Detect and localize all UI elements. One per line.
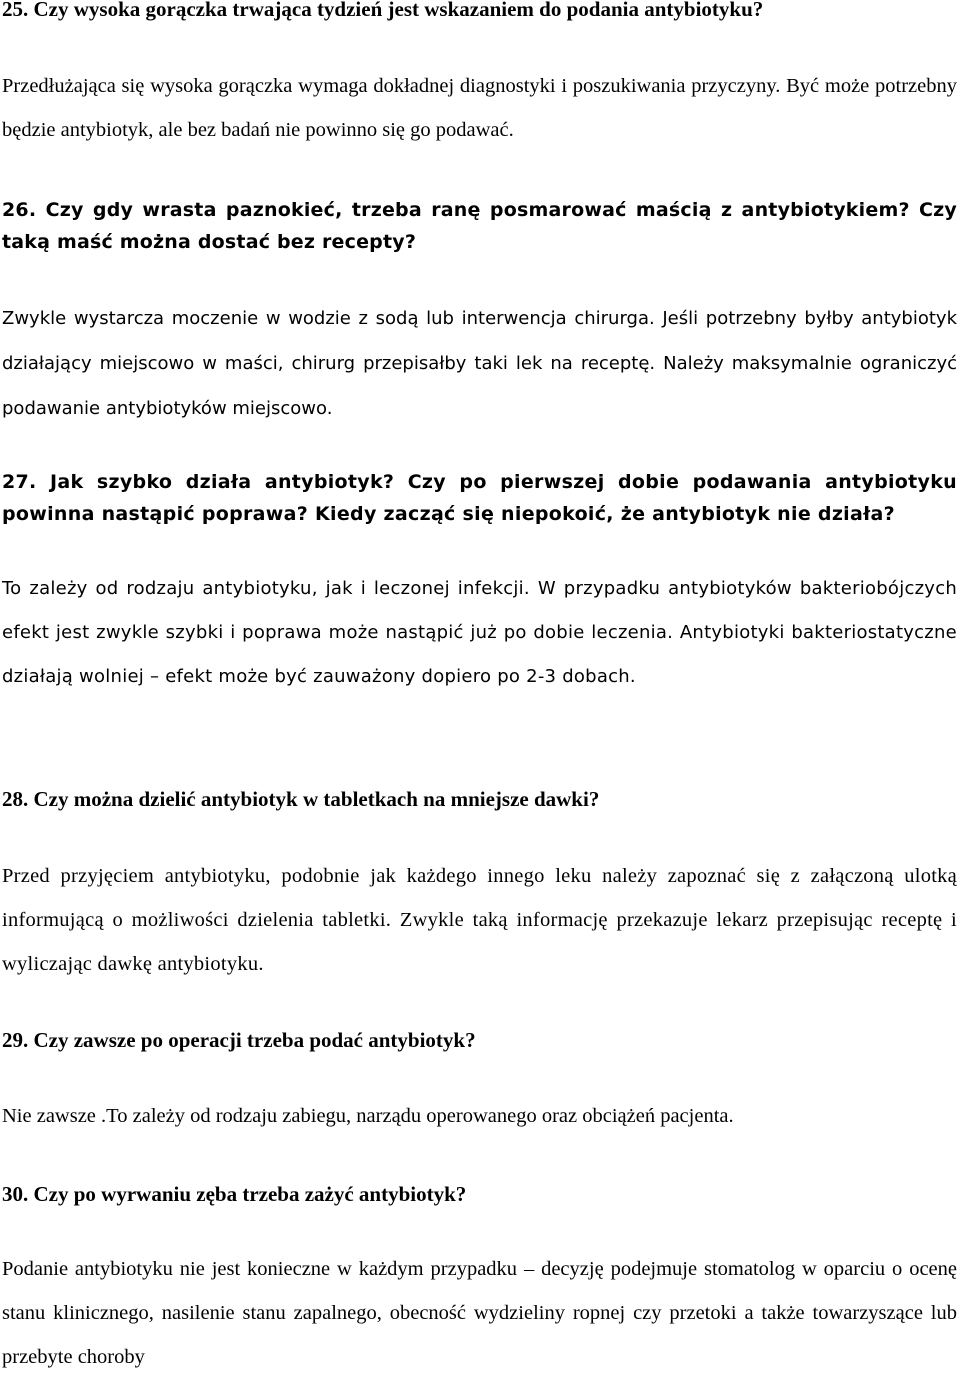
question-26: 26. Czy gdy wrasta paznokieć, trzeba ranę posmarować maścią z antybiotykiem? Czy taką maść można dostać bez recepty? (2, 199, 957, 253)
answer-29: Nie zawsze .To zależy od rodzaju zabiegu, narządu operowanego oraz obciążeń pacjenta. (2, 1105, 734, 1127)
answer-26: Zwykle wystarcza moczenie w wodzie z sodą lub interwencja chirurga. Jeśli potrzebny byłby antybiotyk działający miejscowo w maści, chirurg przepisałby taki lek na receptę. Należy maksymalnie ograniczyć podawanie antybiotyków miejscowo. (2, 308, 957, 419)
question-28: 28. Czy można dzielić antybiotyk w tabletkach na mniejsze dawki? (2, 787, 600, 811)
answer-28: Przed przyjęciem antybiotyku, podobnie jak każdego innego leku należy zapoznać się z załączoną ulotką informującą o możliwości dzielenia tabletki. Zwykle taką informację przekazuje lekarz przepisując receptę i wyliczając dawkę antybiotyku. (2, 865, 957, 975)
answer-30: Podanie antybiotyku nie jest konieczne w każdym przypadku – decyzję podejmuje stomatolog w oparciu o ocenę stanu klinicznego, nasilenie stanu zapalnego, obecność wydzieliny ropnej czy przetoki a także towarzyszące lub przebyte choroby (2, 1258, 957, 1368)
question-29: 29. Czy zawsze po operacji trzeba podać antybiotyk? (2, 1028, 476, 1052)
question-25: 25. Czy wysoka gorączka trwająca tydzień jest wskazaniem do podania antybiotyku? (2, 0, 764, 21)
question-30: 30. Czy po wyrwaniu zęba trzeba zażyć antybiotyk? (2, 1182, 467, 1206)
answer-25: Przedłużająca się wysoka gorączka wymaga dokładnej diagnostyki i poszukiwania przyczyny. Być może potrzebny będzie antybiotyk, ale bez badań nie powinno się go podawać. (2, 75, 957, 141)
question-27: 27. Jak szybko działa antybiotyk? Czy po pierwszej dobie podawania antybiotyku powinna nastąpić poprawa? Kiedy zacząć się niepokoić, że antybiotyk nie działa? (2, 471, 957, 525)
answer-27: To zależy od rodzaju antybiotyku, jak i leczonej infekcji. W przypadku antybiotyków bakteriobójczych efekt jest zwykle szybki i poprawa może nastąpić już po dobie leczenia. Antybiotyki bakteriostatyczne działają wolniej – efekt może być zauważony dopiero po 2-3 dobach. (2, 578, 957, 687)
